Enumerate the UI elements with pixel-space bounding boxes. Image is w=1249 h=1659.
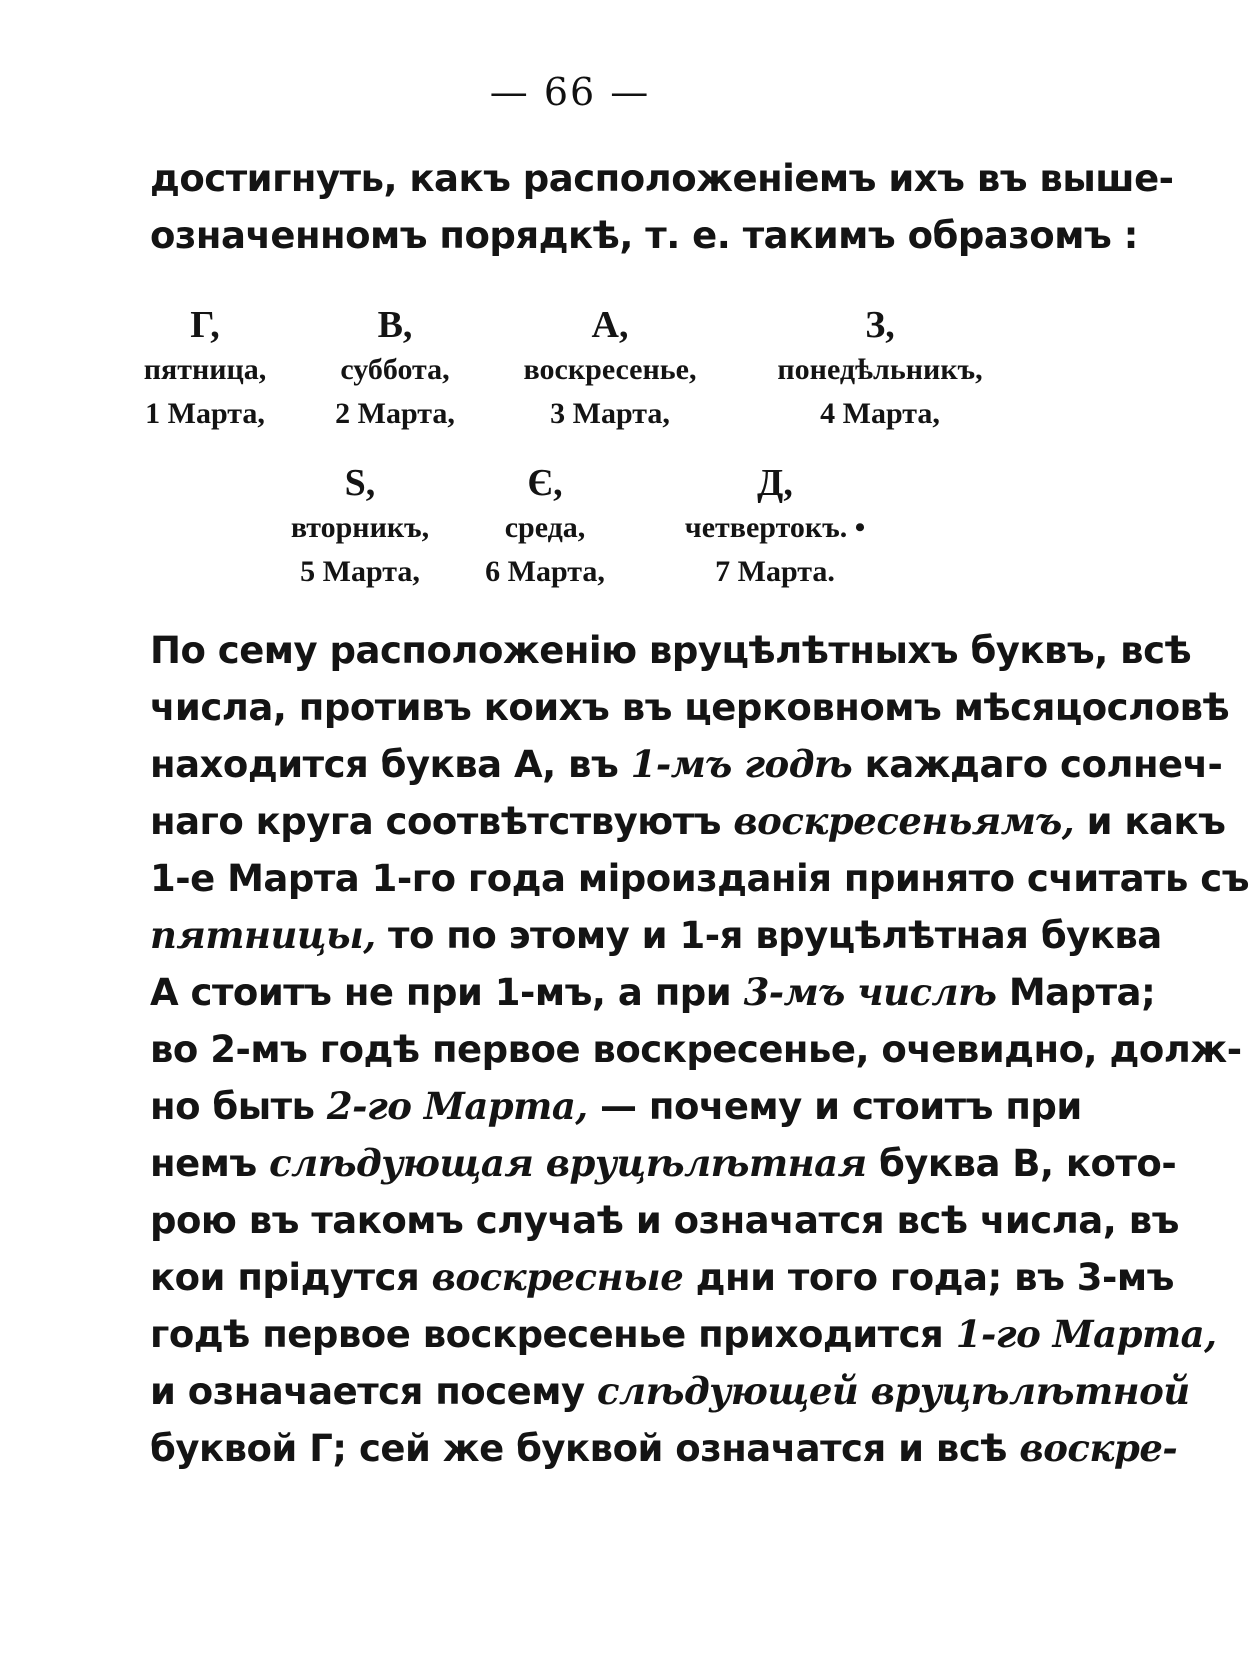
vrutseleto-letter: Д, [757,462,793,504]
text-run: буквой Г; сей же буквой означатся и всѣ [150,1427,1020,1470]
italic-run: 3-мъ числѣ [743,970,997,1014]
body-paragraph [150,622,1249,1477]
body-line [150,1249,1174,1306]
body-line: По сему расположенію вруцѣлѣтныхъ буквъ, всѣ [150,629,1192,672]
body-line [150,1420,1178,1477]
date: 2 Марта, [335,397,455,430]
weekday: воскресенье, [523,353,697,386]
text-run: — почему и стоитъ при [587,1085,1082,1128]
text-run: то по этому и 1-я вруцѣлѣтная буква [375,914,1162,957]
date: 1 Марта, [145,397,265,430]
vrutseleto-letter: Ѕ, [344,462,376,504]
text-run: буква В, кото- [866,1142,1177,1185]
body-line [150,1363,1190,1420]
text-run: дни того года; въ 3-мъ [683,1256,1174,1299]
text-run: А стоитъ не при 1-мъ, а при [150,971,744,1014]
vrutseleto-letter: З, [865,304,895,346]
vrutseleto-letter: В, [377,304,413,346]
body-line [150,1135,1177,1192]
body-line: 1-е Марта 1-го года міроизданія принято считать съ [150,857,1249,900]
body-line [150,1306,1217,1363]
date: 6 Марта, [485,555,605,588]
text-run: и какъ [1074,800,1226,843]
date: 5 Марта, [300,555,420,588]
text-run: немъ [150,1142,270,1185]
text-run: наго круга соотвѣтствуютъ [150,800,734,843]
calendar-cell [320,302,470,436]
italic-run: пятницы, [150,913,376,957]
italic-run: слѣдующая вруцѣлѣтная [269,1141,867,1185]
intro-line: означенномъ порядкѣ, т. е. такимъ образомъ : [150,214,1138,257]
intro-paragraph [150,150,1174,264]
italic-run: слѣдующей вруцѣлѣтной [597,1369,1190,1413]
body-line [150,964,1156,1021]
italic-run: воскресные [431,1255,684,1299]
vrutseleto-letter: Г, [190,304,220,346]
italic-run: 1-го Марта, [955,1312,1217,1356]
date: 3 Марта, [550,397,670,430]
calendar-cell [470,460,620,594]
text-run: годѣ первое воскресенье приходится [150,1313,956,1356]
vrutseleto-letter: А, [591,304,629,346]
body-line: рою въ такомъ случаѣ и означатся всѣ числа, въ [150,1199,1179,1242]
text-run: находится буква А, въ [150,743,631,786]
weekday: суббота, [340,353,450,386]
text-run: каждаго солнеч- [852,743,1223,786]
calendar-cell [655,460,895,594]
italic-run: 1-мъ годѣ [630,742,853,786]
body-line [150,793,1226,850]
calendar-cell [135,302,275,436]
body-line [150,1078,1082,1135]
intro-line: достигнуть, какъ расположеніемъ ихъ въ выше- [150,157,1174,200]
weekday: среда, [504,511,586,544]
text-run: но быть [150,1085,327,1128]
calendar-cell [510,302,710,436]
weekday: четвертокъ. • [684,511,866,544]
date: 4 Марта, [820,397,940,430]
vrutseleto-letter: Є, [527,462,563,504]
weekday: понедѣльникъ, [777,353,983,386]
body-line: во 2-мъ годѣ первое воскресенье, очевидно, долж- [150,1028,1242,1071]
page-number: — 66 — [489,70,651,114]
body-line [150,907,1162,964]
text-run: Марта; [996,971,1156,1014]
calendar-cell [760,302,1000,436]
calendar-cell [275,460,445,594]
weekday: вторникъ, [290,511,430,544]
text-run: и означается посему [150,1370,597,1413]
body-line: числа, противъ коихъ въ церковномъ мѣсяцословѣ [150,686,1230,729]
italic-run: воскре- [1019,1426,1178,1470]
date: 7 Марта. [715,555,835,588]
body-line [150,736,1223,793]
text-run: кои прідутся [150,1256,432,1299]
italic-run: воскресеньямъ, [733,799,1075,843]
italic-run: 2-го Марта, [326,1084,588,1128]
weekday: пятница, [143,353,267,386]
